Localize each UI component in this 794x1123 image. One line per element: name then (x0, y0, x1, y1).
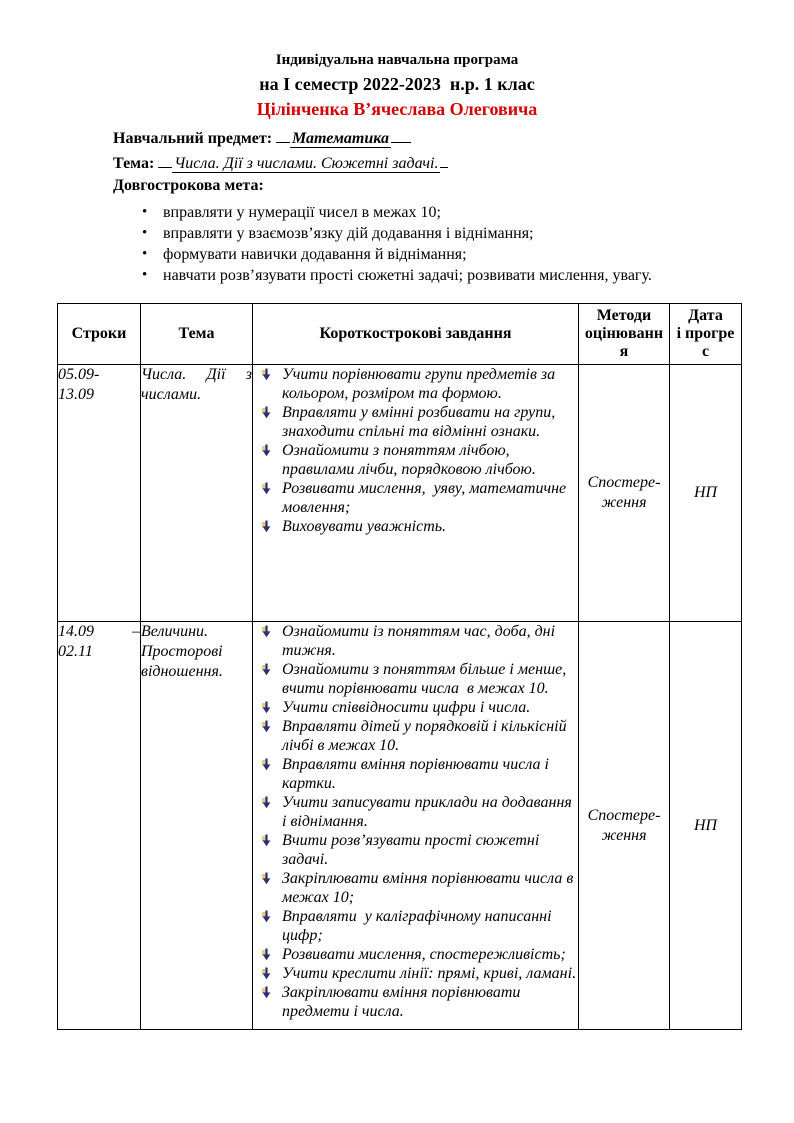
down-arrow-icon (261, 482, 272, 495)
theme-line (113, 150, 754, 175)
task-item (253, 793, 578, 831)
table-header-cell: Методи оцінюванн я (579, 304, 670, 365)
task-text: Вправляти дітей у порядковій і кількісній лічбі в межах 10. (282, 718, 567, 754)
goal-label: Довгострокова мета: (113, 177, 264, 194)
task-text: Учити записувати приклади на додавання і віднімання. (282, 794, 572, 830)
theme-cell: Числа. Дії з числами. (141, 365, 253, 622)
down-arrow-icon (261, 834, 272, 847)
blank-underline (276, 125, 290, 143)
task-text: Ознайомити із поняттям час, доба, дні тижня. (282, 623, 556, 659)
goal-heading-line (113, 175, 754, 197)
task-text: Розвивати мислення, спостережливість; (282, 946, 566, 963)
goal-text: формувати навички додавання й віднімання; (163, 246, 467, 263)
task-text: Учити креслити лінії: прямі, криві, ламані. (282, 965, 577, 982)
down-arrow-icon (261, 967, 272, 980)
task-text: Виховувати уважність. (282, 518, 447, 535)
task-text: Ознайомити з поняттям лічбою, правилами лічби, порядковою лічбою. (282, 442, 536, 478)
goals-list (142, 203, 734, 286)
task-text: Учити порівнювати групи предметів за кольором, розміром та формою. (282, 366, 556, 402)
task-text: Закріплювати вміння порівнювати предмети і числа. (282, 984, 521, 1020)
student-name: Цілінченка В’ячеслава Олеговича (256, 99, 538, 119)
task-item (253, 983, 578, 1021)
task-text: Вчити розв’язувати прості сюжетні задачі. (282, 832, 540, 868)
task-item (253, 964, 578, 983)
progress-cell: НП (670, 622, 742, 1030)
task-item (253, 831, 578, 869)
task-text: Вправляти у каліграфічному написанні цифр; (282, 908, 552, 944)
down-arrow-icon (261, 520, 272, 533)
task-text: Вправляти вміння порівнювати числа і картки. (282, 756, 549, 792)
schedule-table (57, 303, 742, 1030)
down-arrow-icon (261, 986, 272, 999)
task-text: Закріплювати вміння порівнювати числа в межах 10; (282, 870, 574, 906)
round-bullet-icon: • (142, 267, 148, 283)
task-item (253, 441, 578, 479)
table-row (58, 622, 742, 1030)
task-item (253, 403, 578, 441)
down-arrow-icon (261, 720, 272, 733)
task-item (253, 755, 578, 793)
task-item (253, 622, 578, 660)
down-arrow-icon (261, 948, 272, 961)
task-item (253, 869, 578, 907)
goal-item (142, 245, 734, 265)
down-arrow-icon (261, 406, 272, 419)
goal-text: вправляти у взаємозв’язку дій додавання і віднімання; (163, 225, 534, 242)
down-arrow-icon (261, 701, 272, 714)
table-header-cell: Строки (58, 304, 141, 365)
table-header-row (58, 304, 742, 365)
method-cell: Спостере- ження (579, 622, 670, 1030)
theme-label: Тема: (113, 155, 155, 172)
document-subtitle: на І семестр 2022-2023 н.р. 1 клас (259, 74, 535, 94)
round-bullet-icon: • (142, 246, 148, 262)
dates-cell: 05.09- 13.09 (58, 365, 141, 622)
blank-underline (440, 150, 448, 168)
task-text: Розвивати мислення, уяву, математичне мовлення; (282, 480, 567, 516)
document-title: Індивідуальна навчальна програма (275, 52, 519, 68)
task-text: Вправляти у вмінні розбивати на групи, знаходити спільні та відмінні ознаки. (282, 404, 556, 440)
method-cell: Спостере- ження (579, 365, 670, 622)
goal-text: навчати розв’язувати прості сюжетні задачі; розвивати мислення, увагу. (163, 267, 652, 284)
table-header-cell: Дата і прогре с (670, 304, 742, 365)
task-item (253, 660, 578, 698)
goal-item (142, 266, 734, 286)
down-arrow-icon (261, 758, 272, 771)
round-bullet-icon: • (142, 225, 148, 241)
goal-item (142, 203, 734, 223)
tasks-cell (253, 622, 579, 1030)
task-item (253, 907, 578, 945)
task-item (253, 365, 578, 403)
down-arrow-icon (261, 796, 272, 809)
down-arrow-icon (261, 368, 272, 381)
table-header-cell: Тема (141, 304, 253, 365)
goal-text: вправляти у нумерації чисел в межах 10; (163, 204, 441, 221)
theme-cell: Величини. Просторові відношення. (141, 622, 253, 1030)
subject-label: Навчальний предмет: (113, 130, 273, 147)
task-item (253, 517, 578, 536)
down-arrow-icon (261, 444, 272, 457)
task-item (253, 479, 578, 517)
subject-line (113, 125, 754, 150)
round-bullet-icon: • (142, 204, 148, 220)
down-arrow-icon (261, 910, 272, 923)
task-text: Ознайомити з поняттям більше і менше, вчити порівнювати числа в межах 10. (282, 661, 567, 697)
table-header-cell: Короткострокові завдання (253, 304, 579, 365)
down-arrow-icon (261, 625, 272, 638)
tasks-cell (253, 365, 579, 622)
fields-block (113, 125, 754, 197)
task-item (253, 698, 578, 717)
down-arrow-icon (261, 663, 272, 676)
task-text: Учити співвідносити цифри і числа. (282, 699, 531, 716)
title-block (0, 0, 794, 121)
subject-value: Математика (292, 130, 389, 147)
progress-cell: НП (670, 365, 742, 622)
dates-cell: 14.09 – 02.11 (58, 622, 141, 1030)
task-item (253, 945, 578, 964)
blank-underline (158, 150, 172, 168)
down-arrow-icon (261, 872, 272, 885)
task-item (253, 717, 578, 755)
goal-item (142, 224, 734, 244)
theme-value: Числа. Дії з числами. Сюжетні задачі. (174, 155, 439, 172)
blank-underline (391, 125, 411, 143)
table-row (58, 365, 742, 622)
